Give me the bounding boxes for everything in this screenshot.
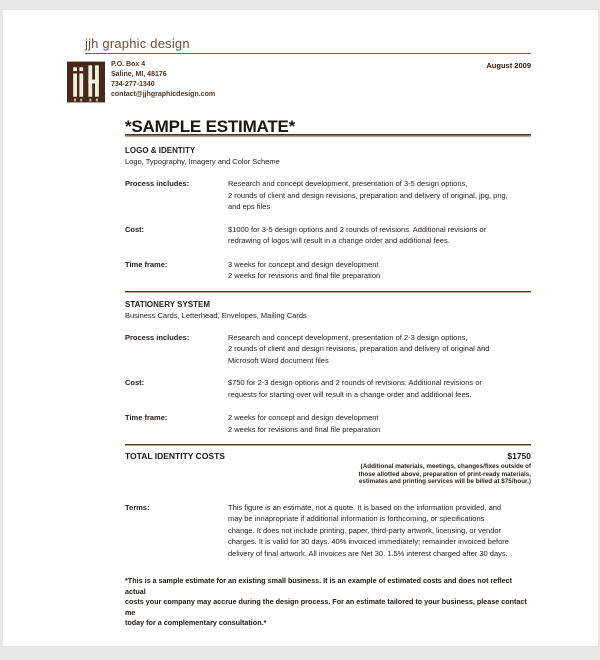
company-name: jjh graphic design [85,36,531,54]
row-value [228,178,531,213]
row-label: Cost: [125,224,145,234]
total-note [125,463,531,486]
row-value [228,412,531,435]
address-line: P.O. Box 4 [111,61,146,68]
row-text-line: requests for starting over will result in a change order and additional fees. [228,389,472,399]
process-row [125,332,531,367]
footer-line: today for a complementary consultation.* [125,618,267,628]
row-value [228,377,531,400]
row-label: Cost: [125,378,145,387]
row-label: Process includes: [125,179,190,188]
timeframe-row [125,259,531,282]
row-text-line: redrawing of logos will result in a change order and additional fees. [228,236,450,245]
terms-label: Terms: [125,502,150,512]
total-note-line: estimates and printing services will be billed at $75/hour.) [358,478,531,486]
section-logo-identity [125,145,531,282]
terms-text-line: may be innapropriate if additional information is forthcoming, or specifications [228,514,485,524]
terms-text-line: charges. It is valid for 30 days. 40% invoiced immediately; remainder invoiced before [228,537,509,547]
row-text-line: $750 for 2-3 design options and 2 rounds of revisions. Additional revisions or [228,378,482,387]
row-label: Time frame: [125,259,168,269]
total-row [125,451,531,462]
row-label: Time frame: [125,413,168,422]
letterhead [85,36,531,54]
section-divider [125,444,531,446]
section-subheading: Logo, Typography, Imagery and Color Scheme [125,157,280,166]
section-stationery-system [125,299,531,436]
row-text-line: 2 weeks for revisions and final file preparation [228,271,381,280]
total-note-line: those allotted above, preparation of print-ready materials, [358,470,531,478]
section-divider [125,291,531,293]
document-title: *SAMPLE ESTIMATE* [125,117,296,136]
row-text-line: and eps files [228,202,271,211]
address-block [111,60,531,100]
row-text-line: 2 rounds of client and design revisions, preparation and delivery of original, jpg, png, [228,190,508,200]
terms-text-line: This figure is an estimate, not a quote. It is based on the information provided, and [228,502,502,512]
row-text-line: 2 weeks for concept and design development [228,413,379,422]
total-note-line: (Additional materials, meetings, changes/fixes outside of [360,463,531,470]
terms-value [228,502,531,560]
document-body [125,117,531,629]
jjh-logo-icon [67,61,105,103]
terms-text-line: change. It does not include printing, paper, third-party artwork, licensing, or vendor [228,525,502,535]
address-line: Saline, MI, 48176 [111,71,167,78]
process-row [125,178,531,213]
row-value [228,224,531,247]
row-text-line: 2 weeks for revisions and final file preparation [228,424,381,434]
section-heading: STATIONERY SYSTEM [125,299,211,309]
row-value [228,259,531,282]
row-text-line: 2 rounds of client and design revisions, preparation and delivery of original and [228,344,490,353]
terms-row [125,502,531,560]
section-heading: LOGO & IDENTITY [125,146,196,155]
letterhead-meta [111,60,531,108]
row-text-line: 3 weeks for concept and design development [228,259,379,269]
address-line: 734-277-1340 [111,81,155,88]
row-value [228,332,531,367]
row-text-line: Research and concept development, presentation of 3-5 design options, [228,179,468,188]
row-text-line: Research and concept development, presentation of 2-3 design options, [228,332,468,342]
row-text-line: Microsoft Word document files [228,355,329,365]
address-line: contact@jjhgraphicdesign.com [111,91,216,98]
total-amount: $1750 [507,451,531,461]
cost-row [125,377,531,400]
row-text-line: $1000 for 3-5 design options and 2 rounds of revisions. Additional revisions or [228,224,487,234]
cost-row [125,224,531,247]
row-label: Process includes: [125,332,190,342]
footer-line: *This is a sample estimate for an existing small business. It is an example of estimated costs and does not reflect actual [125,576,513,596]
document-page [3,10,598,646]
footer-line: costs your company may accrue during the design process. For an estimate tailored to your business, please contact me [125,597,527,617]
document-date: August 2009 [486,61,531,70]
timeframe-row [125,412,531,435]
total-label: TOTAL IDENTITY COSTS [125,451,225,461]
section-subheading: Business Cards, Letterhead, Envelopes, Mailing Cards [125,310,307,320]
terms-text-line: delivery of final artwork. All invoices are Net 30. 1.5% interest charged after 30 days. [228,548,508,558]
footer-disclaimer [125,576,531,629]
